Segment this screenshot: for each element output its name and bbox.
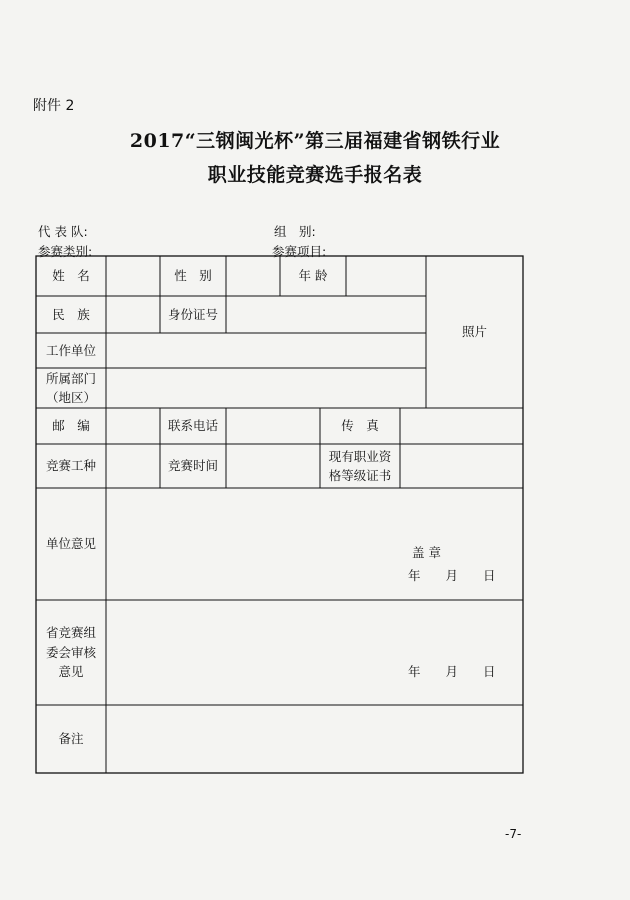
fax-input[interactable] [400,408,523,444]
title-line-1: 2017“三钢闽光杯”第三届福建省钢铁行业 [129,130,501,152]
remarks-label: 备注 [58,731,84,747]
committee-opinion-label: 省竞赛组委会审核意见 [45,625,96,680]
id-number-input[interactable] [226,296,426,333]
fax-label: 传 真 [341,418,379,434]
work-unit-input[interactable] [106,333,426,368]
job-type-label: 竞赛工种 [45,458,96,474]
title-line-2: 职业技能竞赛选手报名表 [207,164,423,186]
unit-opinion-label: 单位意见 [45,536,96,552]
ethnicity-input[interactable] [106,296,160,333]
name-label: 姓 名 [52,268,90,284]
job-type-input[interactable] [106,444,160,488]
ethnicity-label: 民 族 [52,306,90,322]
department-input[interactable] [106,368,426,408]
seal-label: 盖 章 [412,545,441,560]
name-input[interactable] [106,256,160,296]
certificate-label: 现有职业资格等级证书 [328,448,392,483]
postcode-input[interactable] [106,408,160,444]
age-label: 年 龄 [298,268,328,284]
team-label: 代 表 队: [38,224,88,239]
unit-date-label: 年 月 日 [408,568,496,583]
contest-time-label: 竞赛时间 [167,458,218,474]
id-number-label: 身份证号 [167,306,218,322]
age-input[interactable] [346,256,426,296]
gender-label: 性 别 [174,268,212,284]
department-label: 所属部门（地区） [45,370,96,405]
attachment-label: 附件 2 [33,98,75,114]
category-label: 参赛类别: [38,244,93,259]
certificate-input[interactable] [400,444,523,488]
group-label: 组 别: [274,224,316,239]
committee-date-label: 年 月 日 [408,664,496,679]
remarks-input[interactable] [106,705,523,773]
contest-time-input[interactable] [226,444,320,488]
postcode-label: 邮 编 [52,418,90,434]
page-number: -7- [505,827,522,841]
work-unit-label: 工作单位 [45,342,96,358]
project-label: 参赛项目: [272,244,327,259]
phone-input[interactable] [226,408,320,444]
gender-input[interactable] [226,256,280,296]
committee-opinion-input[interactable] [106,600,523,705]
photo-box[interactable]: 照片 [461,324,487,340]
phone-label: 联系电话 [167,418,218,434]
